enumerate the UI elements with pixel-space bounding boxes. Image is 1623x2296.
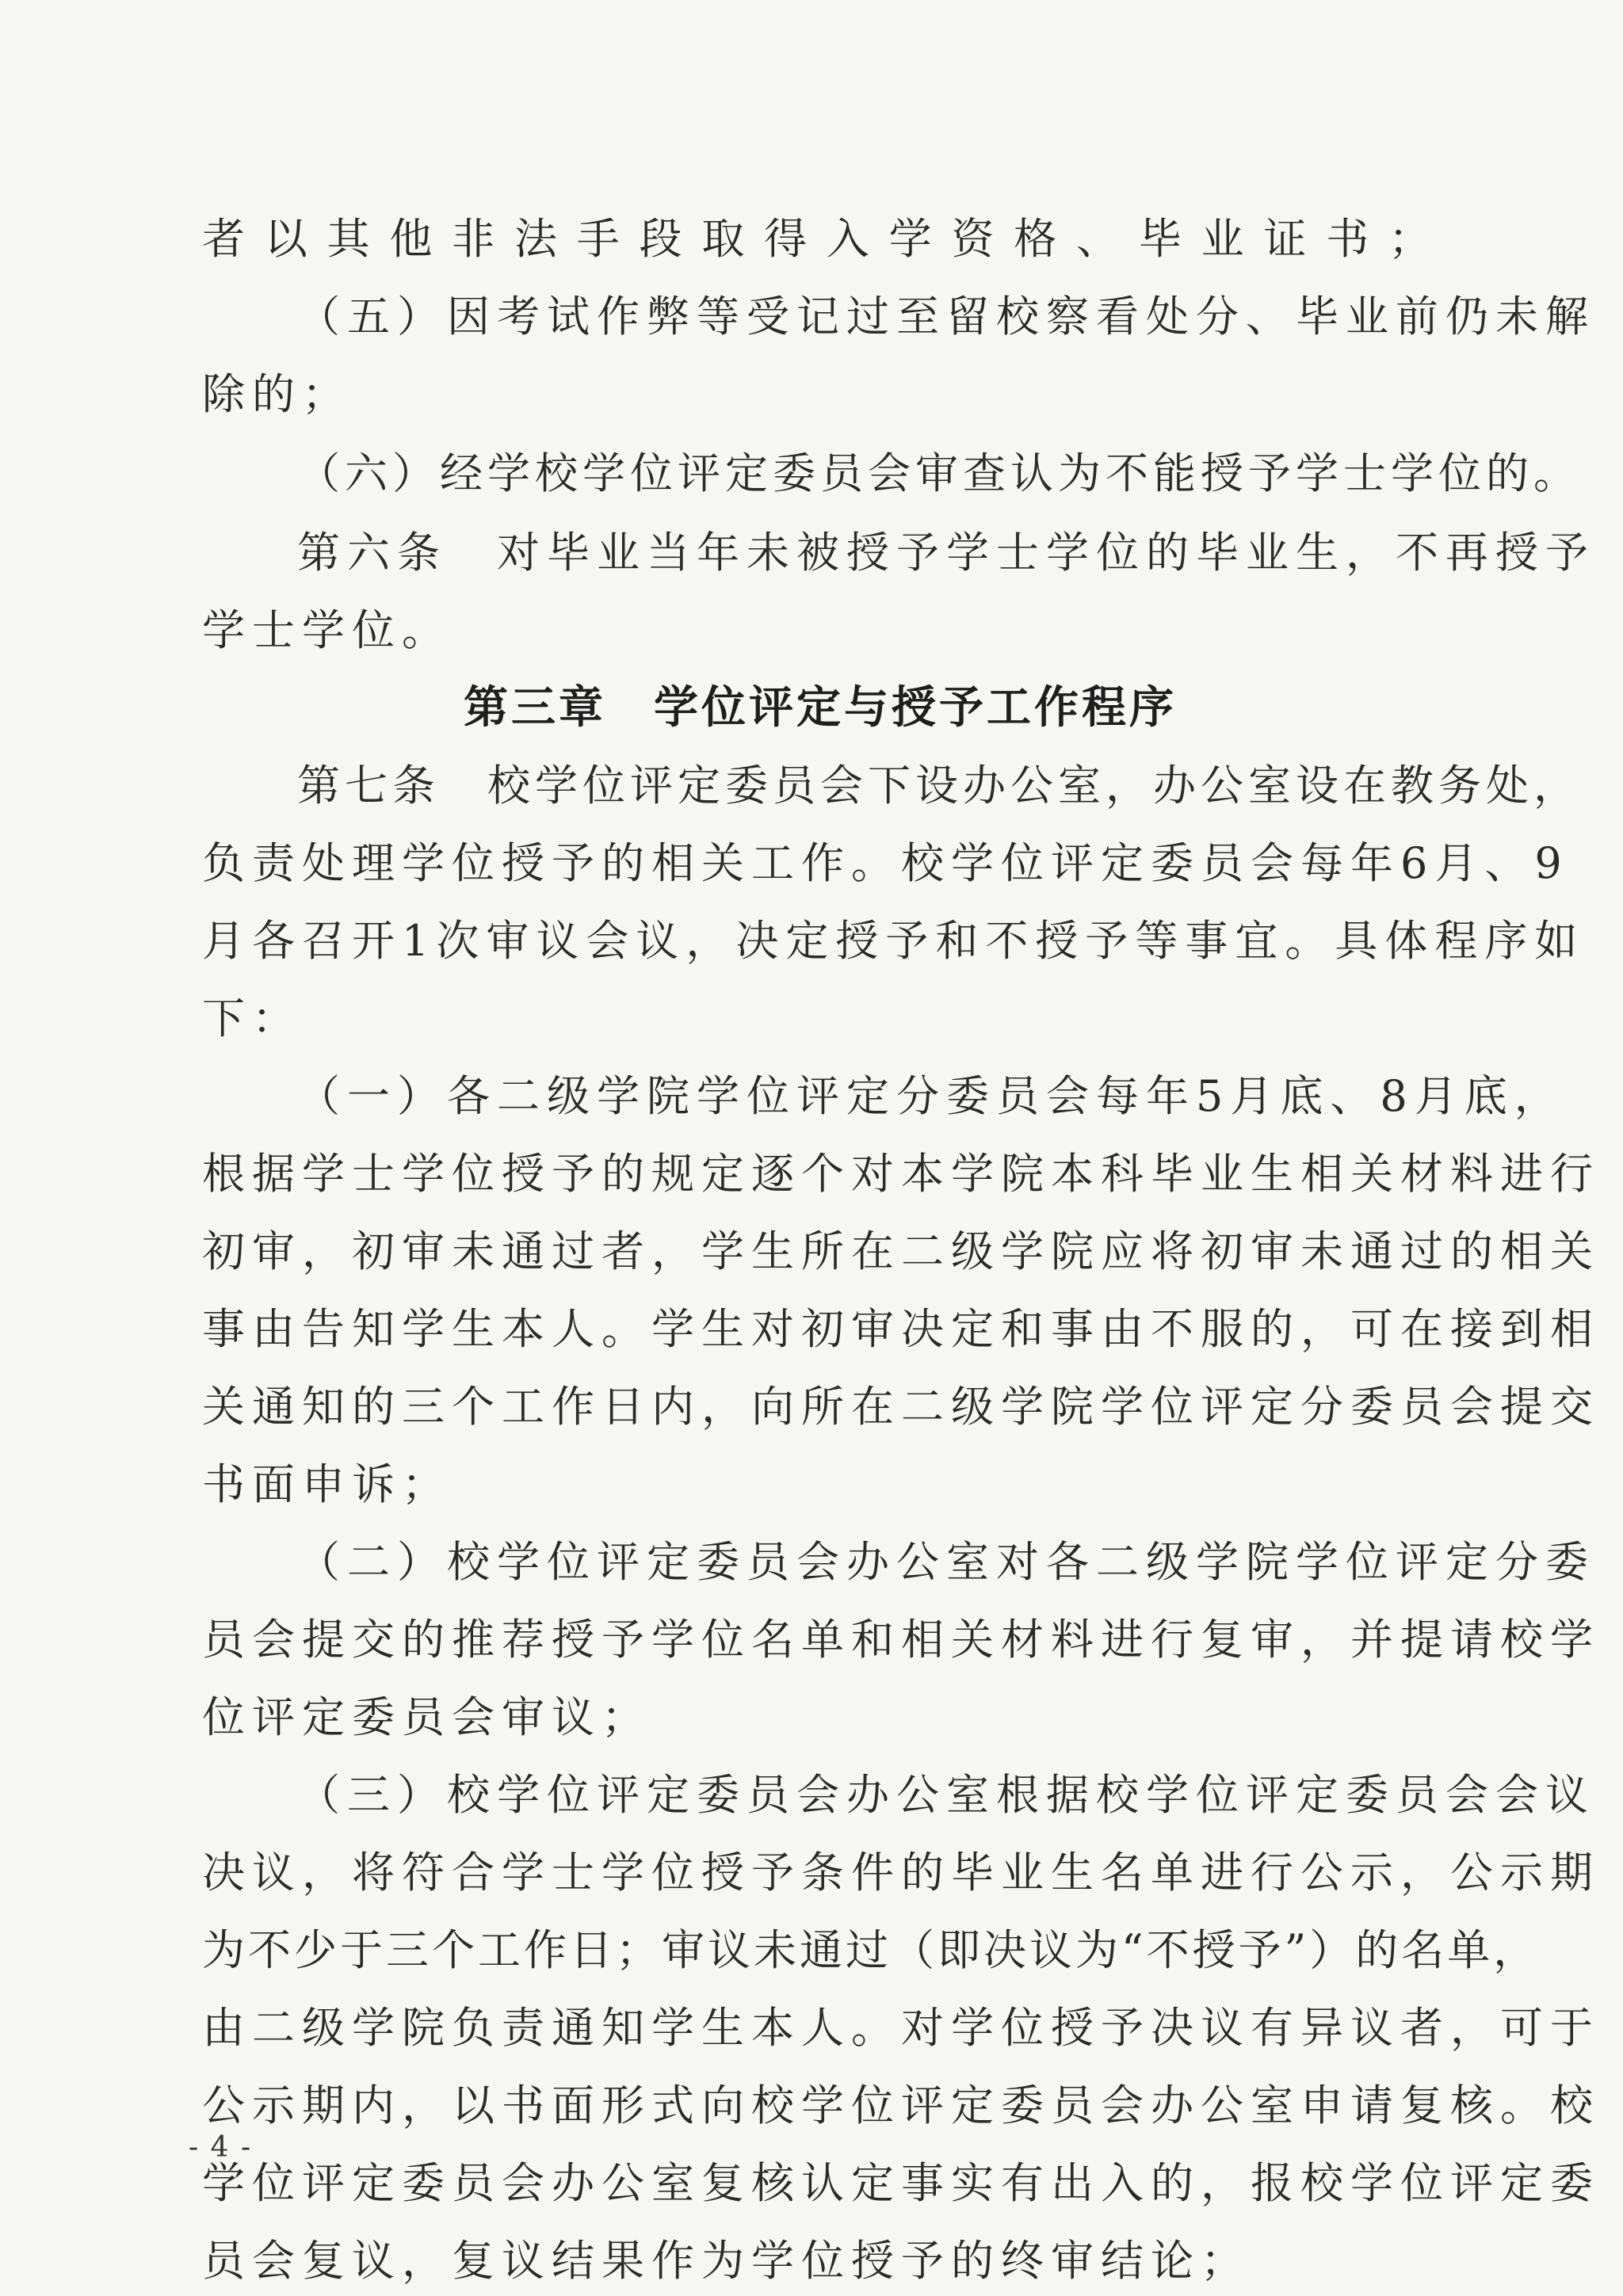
text-line: 决议，将符合学士学位授予条件的毕业生名单进行公示，公示期: [202, 1848, 1600, 1897]
text-line: 关通知的三个工作日内，向所在二级学院学位评定分委员会提交: [202, 1382, 1600, 1432]
text-line: 第六条 对毕业当年未被授予学士学位的毕业生，不再授予: [297, 528, 1595, 578]
text-line: （三）校学位评定委员会办公室根据校学位评定委员会会议: [297, 1770, 1595, 1820]
text-line: 员会提交的推荐授予学位名单和相关材料进行复审，并提请校学: [202, 1615, 1600, 1665]
text-line: 书面申诉；: [202, 1459, 452, 1509]
text-line: （一）各二级学院学位评定分委员会每年5月底、8月底，: [297, 1071, 1564, 1121]
text-line: 负责处理学位授予的相关工作。校学位评定委员会每年6月、9: [202, 838, 1569, 888]
text-line: 公示期内，以书面形式向校学位评定委员会办公室申请复核。校: [202, 2081, 1600, 2130]
text-line: 位评定委员会审议；: [202, 1692, 651, 1742]
text-line: 初审，初审未通过者，学生所在二级学院应将初审未通过的相关: [202, 1226, 1600, 1276]
text-line: 学士学位。: [202, 605, 452, 655]
text-line: 员会复议，复议结果作为学位授予的终审结论；: [202, 2236, 1251, 2286]
text-line: 月各召开1次审议会议，决定授予和不授予等事宜。具体程序如: [202, 916, 1585, 966]
text-line: （二）校学位评定委员会办公室对各二级学院学位评定分委: [297, 1537, 1595, 1587]
text-line: 由二级学院负责通知学生本人。对学位授予决议有异议者，可于: [202, 2003, 1600, 2053]
text-line: 除的；: [202, 369, 352, 419]
text-line: 第七条 校学位评定委员会下设办公室，办公室设在教务处，: [297, 761, 1581, 810]
text-line: 者以其他非法手段取得入学资格、毕业证书；: [202, 214, 1438, 264]
text-line: （五）因考试作弊等受记过至留校察看处分、毕业前仍未解: [297, 292, 1595, 341]
text-line: 学位评定委员会办公室复核认定事实有出入的，报校学位评定委: [202, 2158, 1600, 2208]
text-line: 事由告知学生本人。学生对初审决定和事由不服的，可在接到相: [202, 1304, 1600, 1354]
chapter-heading: 第三章 学位评定与授予工作程序: [464, 682, 1177, 734]
text-line: （六）经学校学位评定委员会审查认为不能授予学士学位的。: [297, 448, 1581, 498]
page-number: - 4 -: [189, 2131, 253, 2164]
text-line: 下：: [202, 994, 302, 1043]
text-line: 根据学士学位授予的规定逐个对本学院本科毕业生相关材料进行: [202, 1149, 1600, 1199]
text-line: 为不少于三个工作日；审议未通过（即决议为“不授予”）的名单，: [202, 1925, 1540, 1975]
